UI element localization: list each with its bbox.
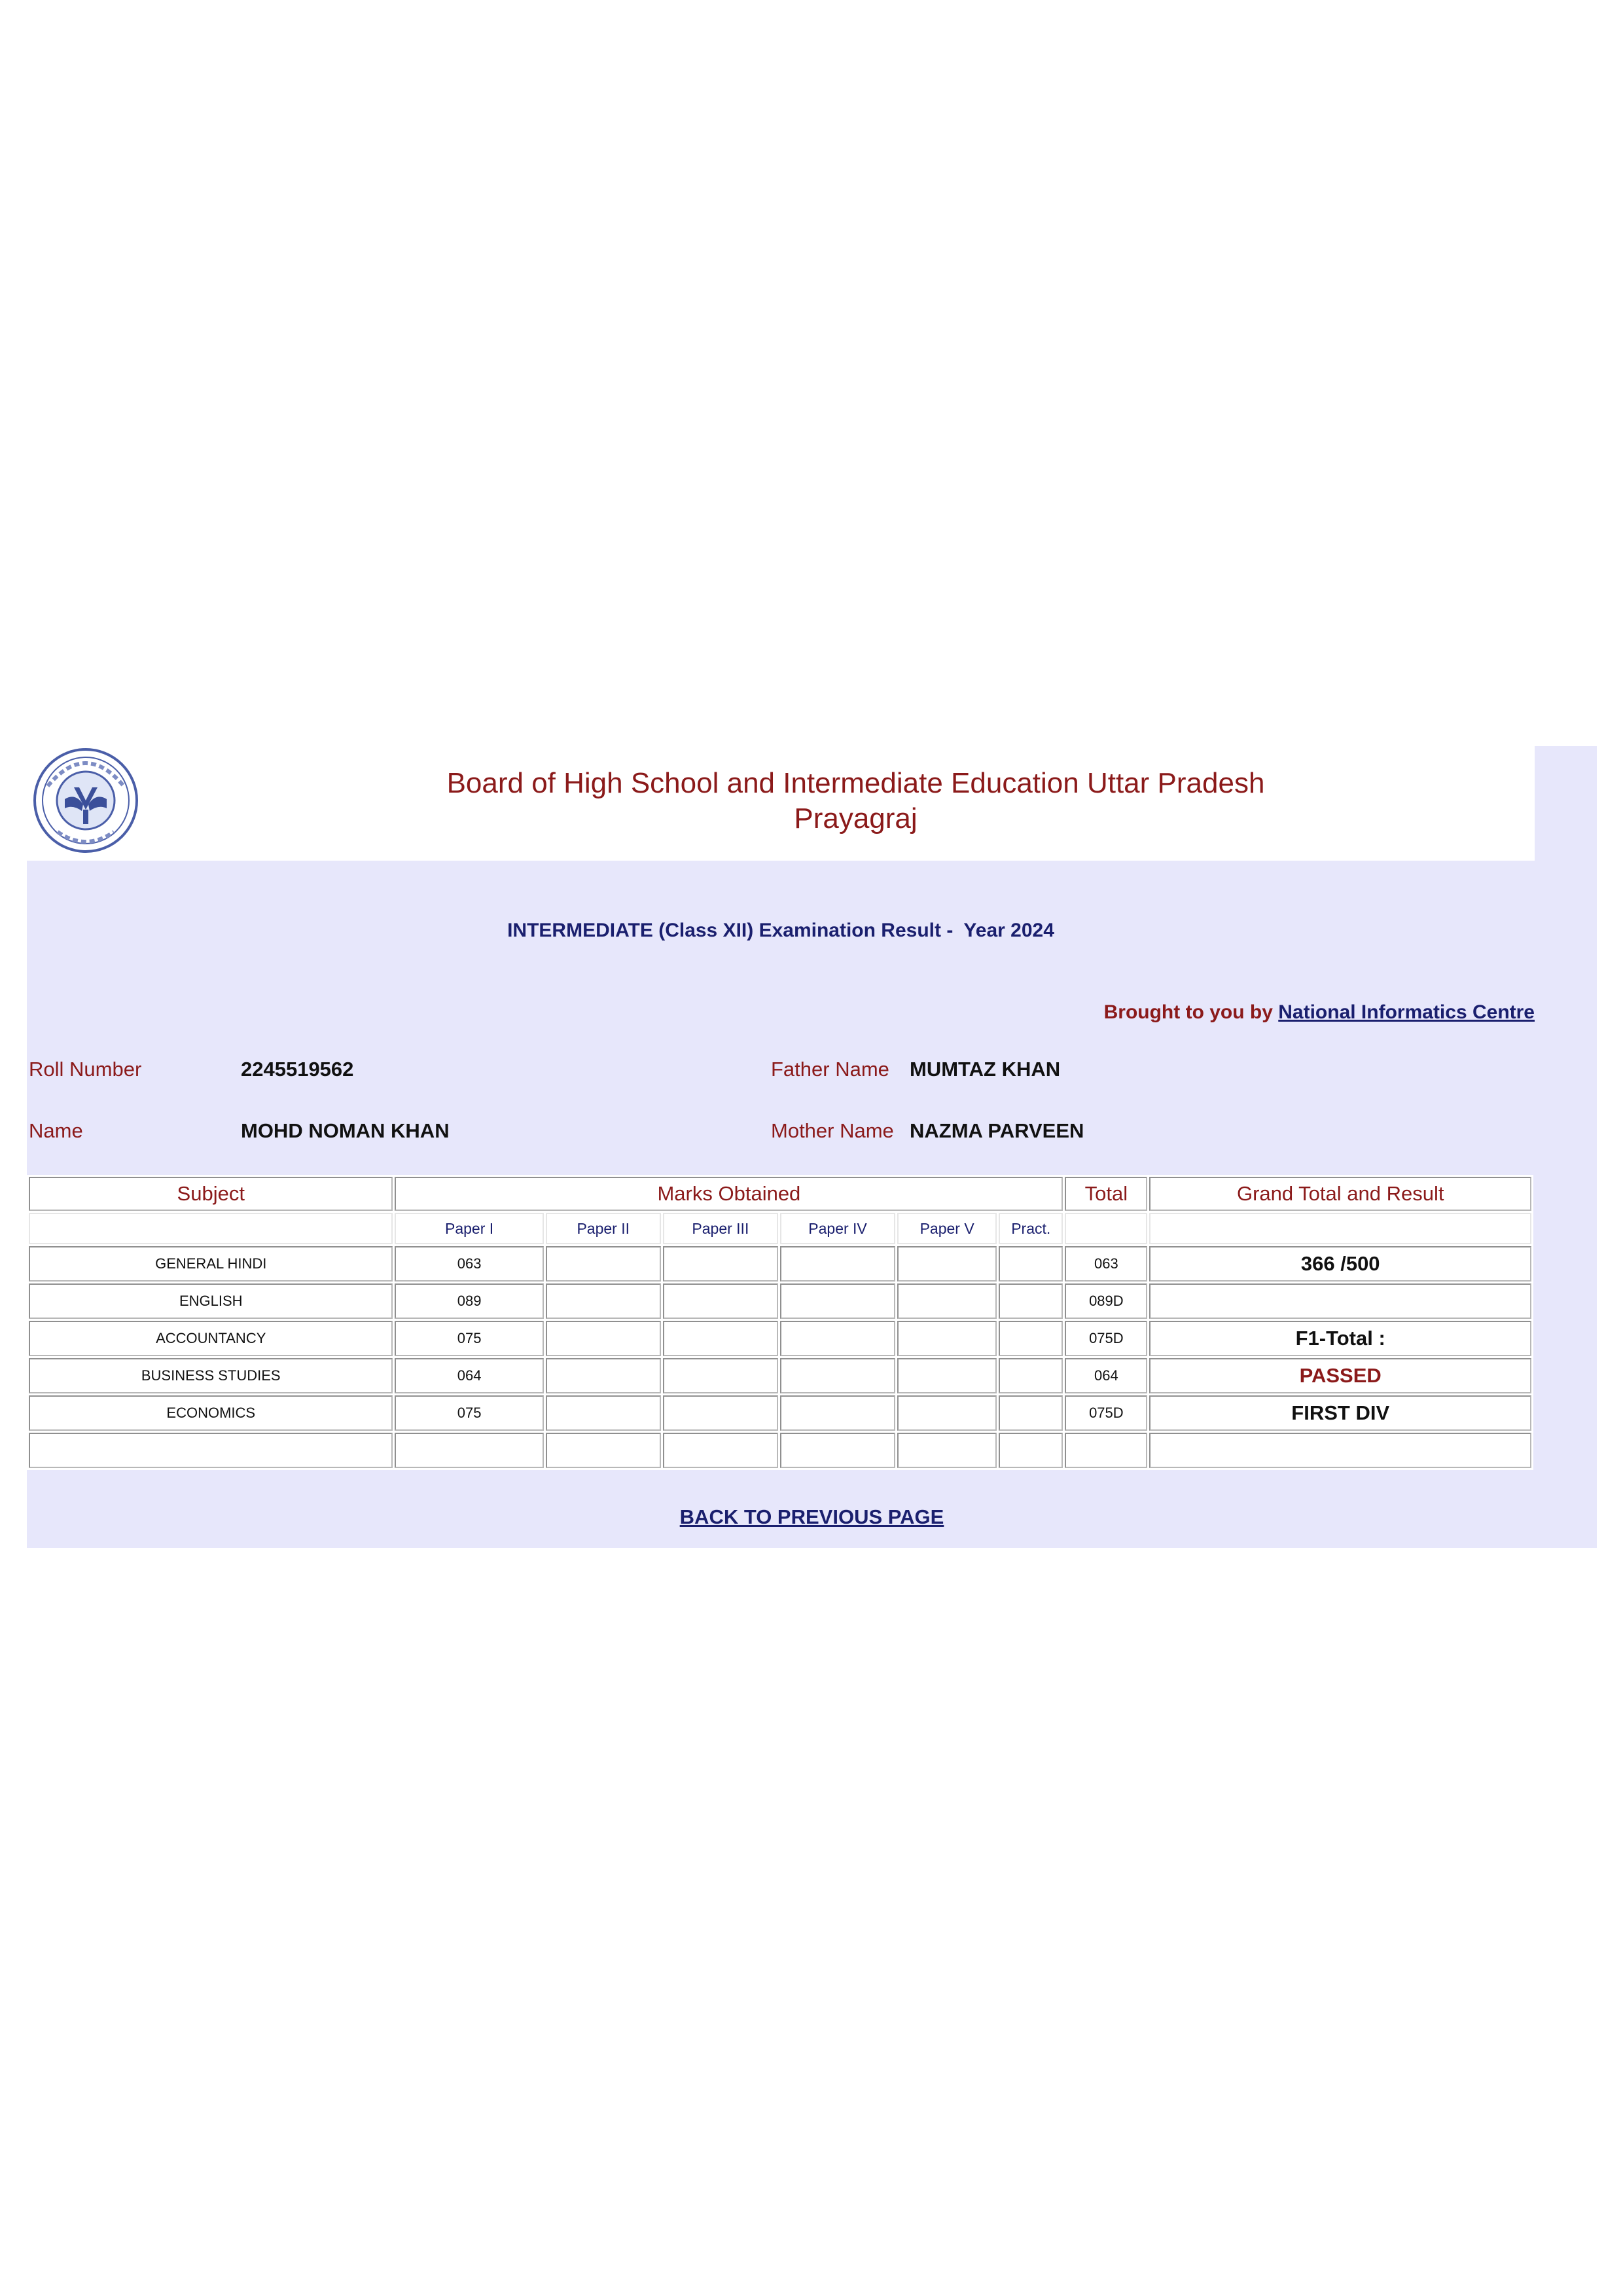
grand-total-cell: 366 /500: [1149, 1246, 1531, 1282]
board-title-line-1: Board of High School and Intermediate Education Uttar Pradesh: [446, 767, 1265, 799]
marks-table: [27, 1175, 1533, 1470]
paper-3-cell: [663, 1246, 778, 1282]
name-value: MOHD NOMAN KHAN: [241, 1119, 450, 1142]
table-row: [29, 1283, 1531, 1319]
subject-cell: BUSINESS STUDIES: [29, 1358, 393, 1393]
total-cell: 064: [1065, 1358, 1147, 1393]
empty-cell: [546, 1433, 661, 1468]
paper-5-cell: [897, 1283, 997, 1319]
roll-number-label: Roll Number: [29, 1058, 142, 1081]
header-grand-total: Grand Total and Result: [1149, 1177, 1531, 1211]
total-cell: 075D: [1065, 1395, 1147, 1431]
table-row: [29, 1321, 1531, 1356]
division-cell: FIRST DIV: [1149, 1395, 1531, 1431]
subheader-blank: [29, 1213, 393, 1244]
subject-cell: ECONOMICS: [29, 1395, 393, 1431]
empty-cell: [29, 1433, 393, 1468]
paper-2-cell: [546, 1283, 661, 1319]
subheader-grand-blank: [1149, 1213, 1531, 1244]
father-name-label: Father Name: [771, 1058, 889, 1081]
empty-cell: [1149, 1433, 1531, 1468]
paper-3-cell: [663, 1321, 778, 1356]
total-cell: 089D: [1065, 1283, 1147, 1319]
practical-cell: [999, 1358, 1063, 1393]
board-seal-logo: [28, 747, 146, 855]
paper-1-cell: 075: [395, 1321, 543, 1356]
paper-5-cell: [897, 1246, 997, 1282]
empty-cell: [897, 1433, 997, 1468]
paper-4-cell: [780, 1358, 895, 1393]
credit-line: [1104, 1001, 1535, 1024]
total-cell: 075D: [1065, 1321, 1147, 1356]
practical-cell: [999, 1246, 1063, 1282]
roll-number-value: 2245519562: [241, 1058, 354, 1081]
header-subject: Subject: [29, 1177, 393, 1211]
subheader-paper-3: Paper III: [663, 1213, 778, 1244]
paper-4-cell: [780, 1395, 895, 1431]
board-title-line-2: Prayagraj: [794, 802, 918, 834]
subheader-practical: Pract.: [999, 1213, 1063, 1244]
subject-cell: ACCOUNTANCY: [29, 1321, 393, 1356]
total-cell: 063: [1065, 1246, 1147, 1282]
paper-5-cell: [897, 1358, 997, 1393]
name-label: Name: [29, 1119, 83, 1142]
subject-cell: GENERAL HINDI: [29, 1246, 393, 1282]
practical-cell: [999, 1395, 1063, 1431]
back-to-previous-page-link[interactable]: BACK TO PREVIOUS PAGE: [679, 1505, 944, 1528]
paper-2-cell: [546, 1358, 661, 1393]
practical-cell: [999, 1283, 1063, 1319]
empty-cell: [663, 1433, 778, 1468]
paper-3-cell: [663, 1395, 778, 1431]
credit-prefix: Brought to you by: [1103, 1001, 1273, 1023]
paper-3-cell: [663, 1358, 778, 1393]
subject-cell: ENGLISH: [29, 1283, 393, 1319]
table-header-row: [29, 1177, 1531, 1211]
paper-4-cell: [780, 1321, 895, 1356]
father-name-value: MUMTAZ KHAN: [910, 1058, 1061, 1081]
paper-1-cell: 089: [395, 1283, 543, 1319]
empty-cell: [395, 1433, 543, 1468]
table-row: [29, 1358, 1531, 1393]
subheader-paper-5: Paper V: [897, 1213, 997, 1244]
table-subheader-row: [29, 1213, 1531, 1244]
total-label-cell: F1-Total :: [1149, 1321, 1531, 1356]
empty-cell: [780, 1433, 895, 1468]
subheader-paper-2: Paper II: [546, 1213, 661, 1244]
paper-2-cell: [546, 1395, 661, 1431]
paper-1-cell: 075: [395, 1395, 543, 1431]
paper-5-cell: [897, 1321, 997, 1356]
paper-4-cell: [780, 1246, 895, 1282]
paper-5-cell: [897, 1395, 997, 1431]
empty-cell: [999, 1433, 1063, 1468]
header-marks-obtained: Marks Obtained: [395, 1177, 1063, 1211]
table-row-empty: [29, 1433, 1531, 1468]
paper-4-cell: [780, 1283, 895, 1319]
exam-title: INTERMEDIATE (Class XII) Examination Result - Year 2024: [507, 920, 1054, 941]
grand-total-cell: [1149, 1283, 1531, 1319]
table-row: [29, 1246, 1531, 1282]
result-status-cell: PASSED: [1149, 1358, 1531, 1393]
paper-1-cell: 063: [395, 1246, 543, 1282]
subheader-paper-4: Paper IV: [780, 1213, 895, 1244]
practical-cell: [999, 1321, 1063, 1356]
header-total: Total: [1065, 1177, 1147, 1211]
mother-name-label: Mother Name: [771, 1119, 894, 1142]
subheader-total-blank: [1065, 1213, 1147, 1244]
subheader-paper-1: Paper I: [395, 1213, 543, 1244]
paper-2-cell: [546, 1321, 661, 1356]
paper-3-cell: [663, 1283, 778, 1319]
board-title: [177, 766, 1535, 836]
mother-name-value: NAZMA PARVEEN: [910, 1119, 1084, 1142]
paper-1-cell: 064: [395, 1358, 543, 1393]
nic-link[interactable]: National Informatics Centre: [1278, 1001, 1535, 1023]
table-row: [29, 1395, 1531, 1431]
paper-2-cell: [546, 1246, 661, 1282]
empty-cell: [1065, 1433, 1147, 1468]
